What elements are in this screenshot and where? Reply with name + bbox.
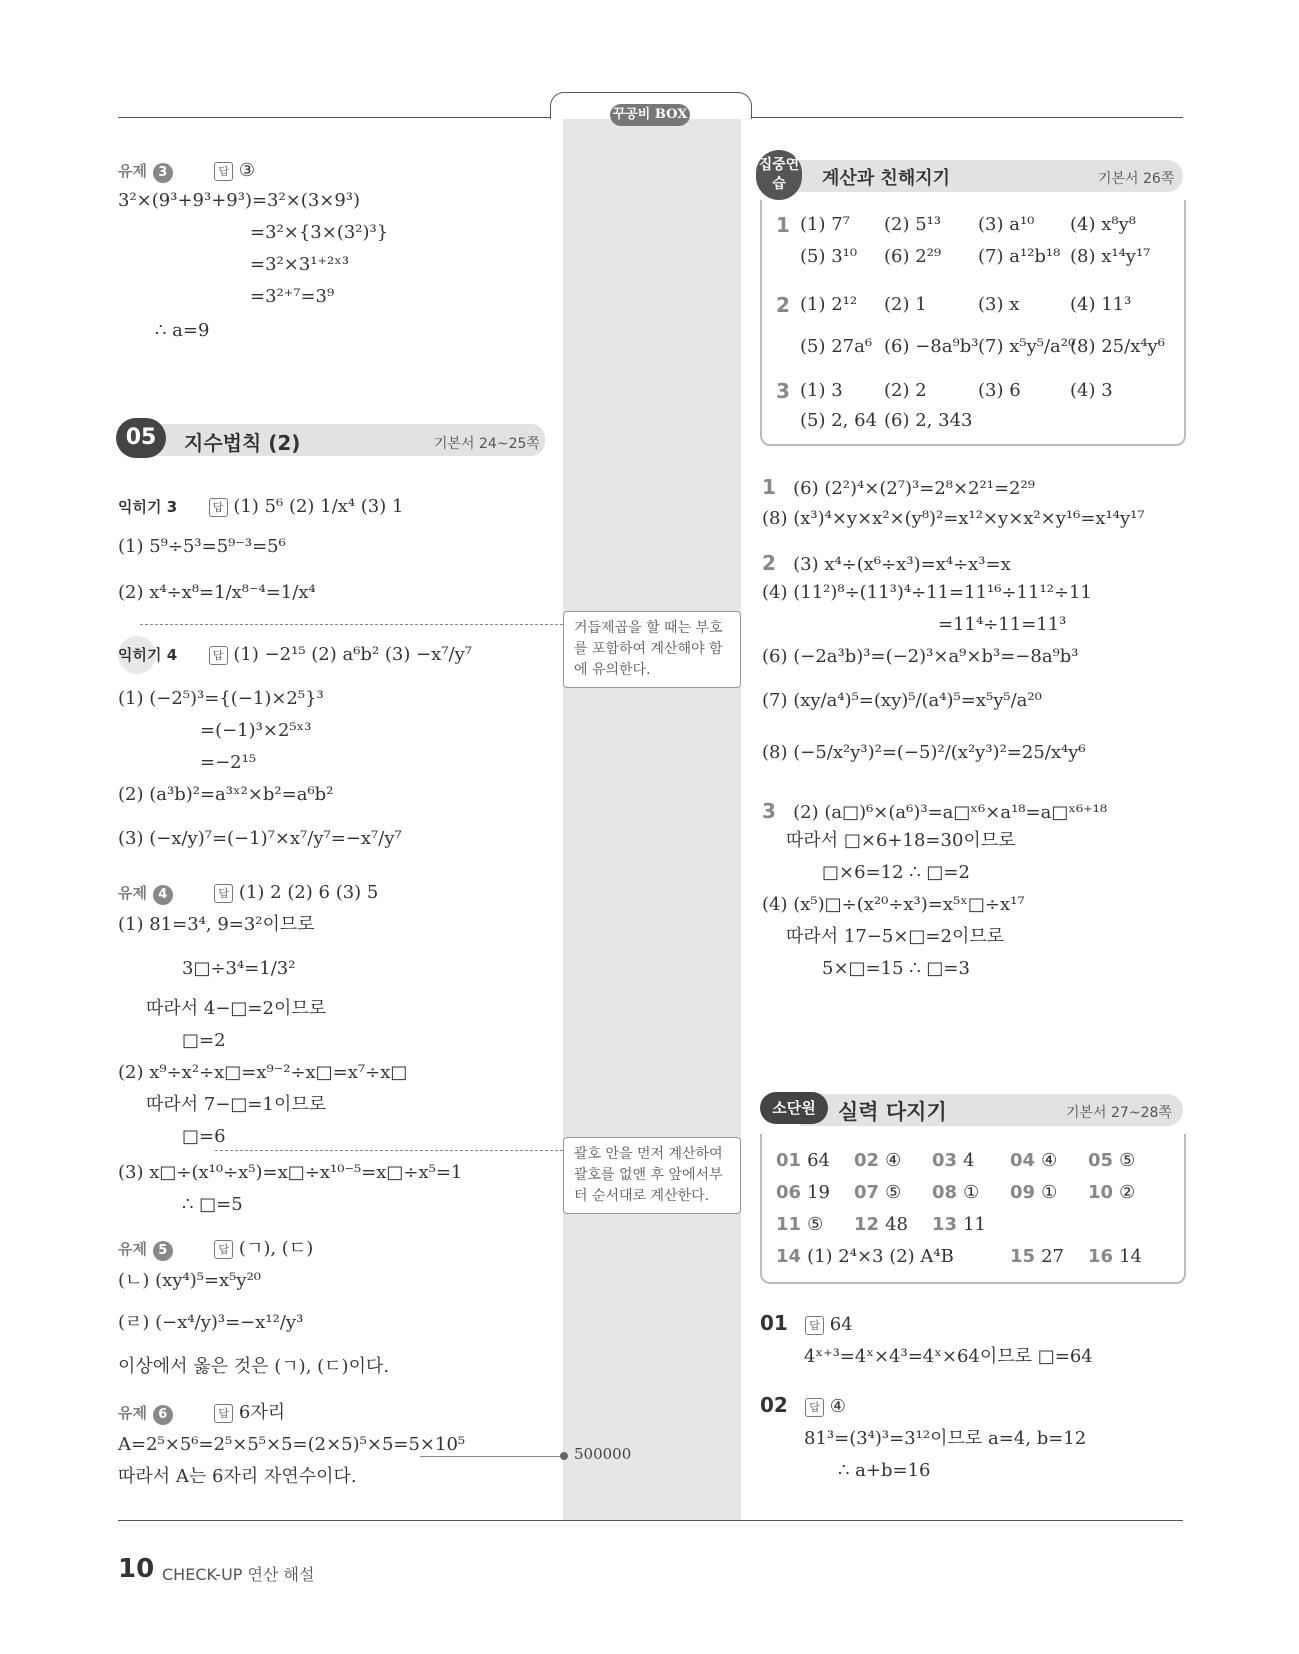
focus-answer: (3) 6 <box>978 380 1021 401</box>
unit-answer-item <box>776 1244 954 1270</box>
unit-answer-value: ① <box>963 1182 980 1203</box>
yuje4-line: (1) 81=3⁴, 9=3²이므로 <box>118 914 315 935</box>
sol1-line: (8) (x³)⁴×y×x²×(y⁸)²=x¹²×y×x²×y¹⁶=x¹⁴y¹⁷ <box>762 508 1145 529</box>
q02-head: 02 답 ④ <box>760 1393 846 1417</box>
unit-answer-value: ② <box>1119 1182 1136 1203</box>
unit-answer-item <box>932 1212 986 1238</box>
focus-answer: (7) a¹²b¹⁸ <box>978 246 1061 267</box>
answer-icon: 답 <box>214 884 233 903</box>
unit-answer-value: ① <box>1041 1182 1058 1203</box>
unit-ref: 기본서 27~28쪽 <box>1066 1105 1172 1121</box>
yuje6-head: 유제 6 답 6자리 <box>118 1402 286 1423</box>
unit-answer-value: 4 <box>963 1150 975 1171</box>
side-note: 괄호 안을 먼저 계산하여 괄호를 없앤 후 앞에서부터 순서대로 계산한다. <box>563 1137 741 1214</box>
focus-answer: (6) 2²⁹ <box>884 246 942 267</box>
focus-answer: (7) x⁵y⁵/a²⁰ <box>978 336 1076 357</box>
yuje4-line: 따라서 4−□=2이므로 <box>146 998 327 1019</box>
ikhigi4-head: 익히기 4 답 (1) −2¹⁵ (2) a⁶b² (3) −x⁷/y⁷ <box>118 644 472 665</box>
section-number: 05 <box>116 418 166 458</box>
yuje4-line: ∴ □=5 <box>182 1194 243 1215</box>
unit-answer-item <box>776 1180 830 1206</box>
q02-line: 81³=(3⁴)³=3¹²이므로 a=4, b=12 <box>804 1428 1087 1449</box>
unit-answer-number: 04 <box>1010 1150 1036 1171</box>
answer-icon: 답 <box>209 646 228 665</box>
focus-answer: (1) 3 <box>800 380 843 401</box>
focus-ref: 기본서 26쪽 <box>1098 171 1175 187</box>
ikhigi3-line: (1) 5⁹÷5³=5⁹⁻³=5⁶ <box>118 536 286 557</box>
header-rule-left <box>118 117 550 118</box>
unit-answer-value: ⑤ <box>807 1214 824 1235</box>
unit-answer-value: ⑤ <box>885 1182 902 1203</box>
answer-icon: 답 <box>209 498 228 517</box>
sol3-line: □×6=12 ∴ □=2 <box>822 862 970 883</box>
focus-title: 계산과 친해지기 <box>822 168 950 189</box>
unit-answer-value: 48 <box>885 1214 908 1235</box>
unit-answer-number: 08 <box>932 1182 958 1203</box>
unit-answer-number: 07 <box>854 1182 880 1203</box>
unit-answer-item <box>776 1212 823 1238</box>
q01-line: 4ˣ⁺³=4ˣ×4³=4ˣ×64이므로 □=64 <box>804 1346 1093 1367</box>
yuje3-line: =3²×{3×(3²)³} <box>250 222 389 243</box>
unit-answer-item <box>932 1180 979 1206</box>
unit-answer-value: 14 <box>1119 1246 1142 1267</box>
yuje4-line: (3) x□÷(x¹⁰÷x⁵)=x□÷x¹⁰⁻⁵=x□÷x⁵=1 <box>118 1162 463 1183</box>
answer-icon: 답 <box>214 1404 233 1423</box>
sol2-line: =11⁴÷11=11³ <box>938 614 1067 635</box>
sol1-line: 1 (6) (2²)⁴×(2⁷)³=2⁸×2²¹=2²⁹ <box>762 475 1035 499</box>
yuje6-line: 따라서 A는 6자리 자연수이다. <box>118 1466 357 1487</box>
unit-answer-value: 27 <box>1041 1246 1064 1267</box>
header-rule-right <box>750 117 1183 118</box>
unit-answer-number: 06 <box>776 1182 802 1203</box>
focus-problem-number: 3 <box>776 379 790 403</box>
unit-answer-item <box>1088 1180 1135 1206</box>
ikhigi4-line: =−2¹⁵ <box>200 752 257 773</box>
unit-answer-number: 13 <box>932 1214 958 1235</box>
yuje5-head: 유제 5 답 (ㄱ), (ㄷ) <box>118 1238 314 1259</box>
footer-rule <box>118 1520 1183 1521</box>
answer-icon: 답 <box>214 162 233 181</box>
yuje4-line: 3□÷3⁴=1/3² <box>182 958 296 979</box>
yuje3-line: =3²⁺⁷=3⁹ <box>250 286 335 307</box>
unit-answer-item <box>1088 1244 1142 1270</box>
note1-leader <box>140 624 563 625</box>
focus-problem-number: 2 <box>776 293 790 317</box>
unit-answer-number: 16 <box>1088 1246 1114 1267</box>
yuje4-line: □=6 <box>182 1126 226 1147</box>
q01-head: 01 답 64 <box>760 1311 853 1335</box>
ikhigi3-line: (2) x⁴÷x⁸=1/x⁸⁻⁴=1/x⁴ <box>118 582 316 603</box>
unit-answer-item <box>1010 1148 1057 1174</box>
unit-answer-number: 10 <box>1088 1182 1114 1203</box>
focus-answer: (1) 2¹² <box>800 294 858 315</box>
sol3-line: 3 (2) (a□)⁶×(a⁶)³=a□ˣ⁶×a¹⁸=a□ˣ⁶⁺¹⁸ <box>762 799 1108 823</box>
answer-icon: 답 <box>805 1316 824 1335</box>
focus-badge: 집중연습 <box>756 150 802 200</box>
unit-answer-item <box>1010 1244 1064 1270</box>
focus-problem-number: 1 <box>776 213 790 237</box>
yuje6-line: A=2⁵×5⁶=2⁵×5⁵×5=(2×5)⁵×5=5×10⁵ <box>118 1434 466 1455</box>
sol3-line: 따라서 □×6+18=30이므로 <box>786 830 1016 851</box>
unit-badge: 소단원 <box>760 1092 828 1124</box>
focus-answer: (8) x¹⁴y¹⁷ <box>1070 246 1151 267</box>
yuje3-head: 유제 3 답 ③ <box>118 160 256 181</box>
unit-answer-number: 14 <box>776 1246 802 1267</box>
unit-answer-number: 01 <box>776 1150 802 1171</box>
focus-answer: (4) 11³ <box>1070 294 1132 315</box>
yuje5-line: 이상에서 옳은 것은 (ㄱ), (ㄷ)이다. <box>118 1356 390 1377</box>
sol2-line: (4) (11²)⁸÷(11³)⁴÷11=11¹⁶÷11¹²÷11 <box>762 582 1092 603</box>
yuje5-line: (ㄹ) (−x⁴/y)³=−x¹²/y³ <box>118 1312 304 1333</box>
unit-answer-value: 19 <box>807 1182 830 1203</box>
unit-title: 실력 다지기 <box>838 1100 947 1124</box>
note3-dot <box>560 1452 568 1460</box>
focus-answer: (6) −8a⁹b³ <box>884 336 979 357</box>
ikhigi4-line: =(−1)³×2⁵ˣ³ <box>200 720 312 741</box>
box-label: 꾸공비 BOX <box>610 104 690 126</box>
yuje3-line: ∴ a=9 <box>155 320 210 341</box>
focus-answer: (5) 2, 64 <box>800 410 878 431</box>
side-note-number: 500000 <box>574 1445 632 1463</box>
answer-icon: 답 <box>805 1398 824 1417</box>
note2-leader <box>215 1150 563 1151</box>
yuje5-line: (ㄴ) (xy⁴)⁵=x⁵y²⁰ <box>118 1270 262 1291</box>
unit-answer-number: 05 <box>1088 1150 1114 1171</box>
yuje4-head: 유제 4 답 (1) 2 (2) 6 (3) 5 <box>118 882 379 903</box>
unit-answer-value: 64 <box>807 1150 830 1171</box>
yuje3-line: 3²×(9³+9³+9³)=3²×(3×9³) <box>118 190 361 211</box>
sol3-line: (4) (x⁵)□÷(x²⁰÷x³)=x⁵ˣ□÷x¹⁷ <box>762 894 1025 915</box>
unit-answer-number: 15 <box>1010 1246 1036 1267</box>
unit-answer-item <box>854 1148 901 1174</box>
focus-answer: (1) 7⁷ <box>800 214 850 235</box>
note3-leader <box>420 1456 563 1457</box>
focus-answer: (4) x⁸y⁸ <box>1070 214 1136 235</box>
page-number: 10 <box>118 1554 155 1584</box>
unit-answer-value: ⑤ <box>1119 1150 1136 1171</box>
unit-answer-item <box>1088 1148 1135 1174</box>
unit-answer-item <box>854 1212 908 1238</box>
ikhigi3-head: 익히기 3 답 (1) 5⁶ (2) 1/x⁴ (3) 1 <box>118 496 404 517</box>
unit-answer-number: 02 <box>854 1150 880 1171</box>
unit-answer-number: 09 <box>1010 1182 1036 1203</box>
unit-answer-number: 11 <box>776 1214 802 1235</box>
focus-answer: (5) 3¹⁰ <box>800 246 858 267</box>
ikhigi4-line: (1) (−2⁵)³={(−1)×2⁵}³ <box>118 688 324 709</box>
unit-answer-item <box>776 1148 830 1174</box>
focus-answer: (2) 5¹³ <box>884 214 942 235</box>
unit-answer-value: (1) 2⁴×3 (2) A⁴B <box>807 1246 954 1267</box>
focus-answer: (2) 1 <box>884 294 927 315</box>
book-title: CHECK-UP 연산 해설 <box>162 1565 315 1584</box>
unit-answer-number: 12 <box>854 1214 880 1235</box>
ikhigi4-line: (2) (a³b)²=a³ˣ²×b²=a⁶b² <box>118 784 334 805</box>
sol2-line: (8) (−5/x²y³)²=(−5)²/(x²y³)²=25/x⁴y⁶ <box>762 742 1086 763</box>
sol2-line: 2 (3) x⁴÷(x⁶÷x³)=x⁴÷x³=x <box>762 551 1011 575</box>
focus-answer: (3) a¹⁰ <box>978 214 1035 235</box>
yuje4-line: 따라서 7−□=1이므로 <box>146 1094 327 1115</box>
focus-answer: (8) 25/x⁴y⁶ <box>1070 336 1165 357</box>
focus-answer: (6) 2, 343 <box>884 410 973 431</box>
center-notes-column <box>563 110 741 1520</box>
sol2-line: (7) (xy/a⁴)⁵=(xy)⁵/(a⁴)⁵=x⁵y⁵/a²⁰ <box>762 690 1042 711</box>
q02-line: ∴ a+b=16 <box>838 1460 931 1481</box>
section-ref: 기본서 24~25쪽 <box>434 436 540 452</box>
unit-answer-value: ④ <box>1041 1150 1058 1171</box>
answer-icon: 답 <box>214 1240 233 1259</box>
focus-answer: (2) 2 <box>884 380 927 401</box>
focus-answer: (3) x <box>978 294 1020 315</box>
unit-answer-item <box>932 1148 975 1174</box>
unit-answer-value: 11 <box>963 1214 986 1235</box>
unit-answer-item <box>854 1180 901 1206</box>
section-title: 지수법칙 (2) <box>184 431 301 455</box>
unit-answer-item <box>1010 1180 1057 1206</box>
yuje3-line: =3²×3¹⁺²ˣ³ <box>250 254 350 275</box>
yuje4-line: (2) x⁹÷x²÷x□=x⁹⁻²÷x□=x⁷÷x□ <box>118 1062 408 1083</box>
unit-answer-number: 03 <box>932 1150 958 1171</box>
unit-answer-value: ④ <box>885 1150 902 1171</box>
focus-answer: (5) 27a⁶ <box>800 336 873 357</box>
sol3-line: 따라서 17−5×□=2이므로 <box>786 926 1005 947</box>
ikhigi4-line: (3) (−x/y)⁷=(−1)⁷×x⁷/y⁷=−x⁷/y⁷ <box>118 828 402 849</box>
focus-answer: (4) 3 <box>1070 380 1113 401</box>
sol2-line: (6) (−2a³b)³=(−2)³×a⁹×b³=−8a⁹b³ <box>762 646 1079 667</box>
side-note: 거듭제곱을 할 때는 부호를 포함하여 계산해야 함에 유의한다. <box>563 611 741 688</box>
sol3-line: 5×□=15 ∴ □=3 <box>822 958 970 979</box>
yuje4-line: □=2 <box>182 1030 226 1051</box>
